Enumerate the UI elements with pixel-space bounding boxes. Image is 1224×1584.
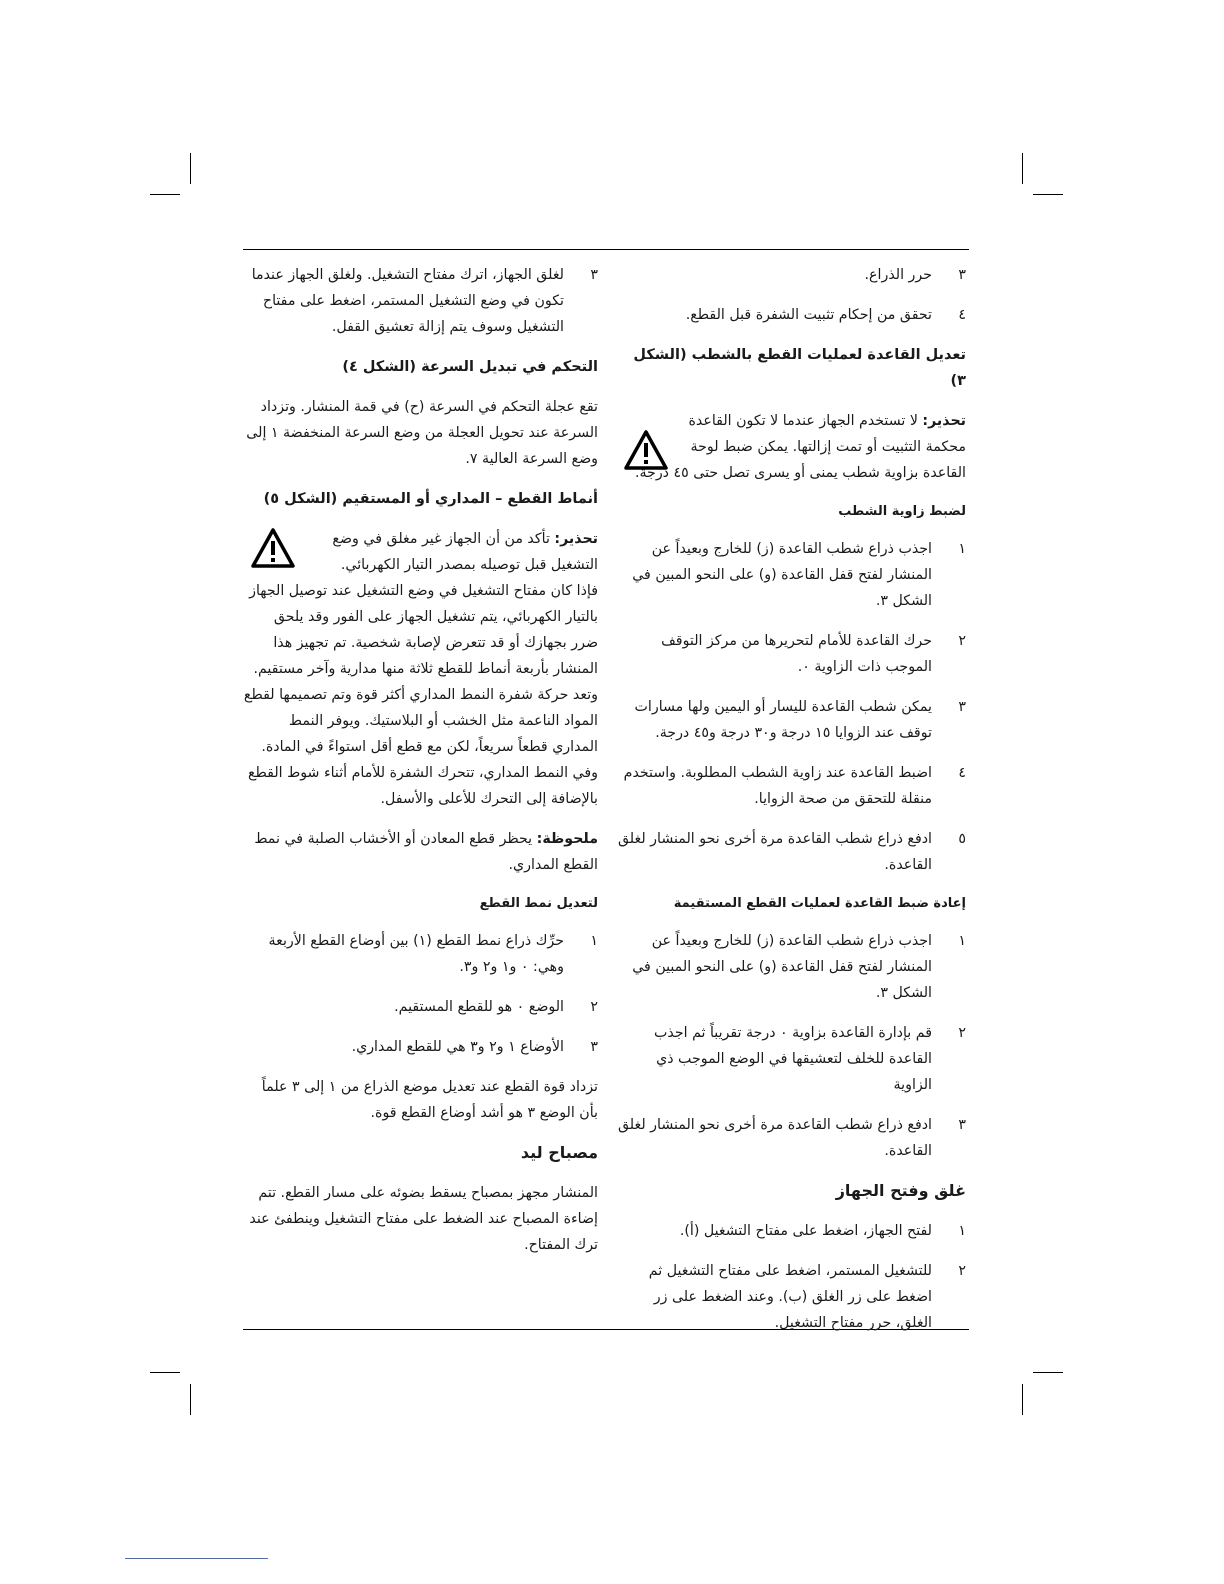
step-switch-off (243, 262, 598, 340)
warning-label: تحذير: (922, 413, 966, 429)
note-text: يحظر قطع المعادن أو الأخشاب الصلبة في نمط القطع المداري. (254, 831, 598, 873)
warning-triangle-icon (251, 528, 295, 568)
crop-mark-br-v (1022, 1384, 1023, 1415)
adjust-heading: لتعديل نمط القطع (479, 896, 598, 911)
crop-mark-tr-v (1022, 153, 1023, 184)
list-item: ٢ الوضع ٠ هو للقطع المستقيم. (394, 999, 598, 1015)
list-item: ٤ اضبط القاعدة عند زاوية الشطب المطلوبة. واستخدم منقلة للتحقق من صحة الزوايا. (623, 765, 966, 807)
list-item: ١ حرِّك ذراع نمط القطع (١) بين أوضاع القطع الأربعة وهي: ٠ و١ و٢ و٣. (268, 933, 598, 975)
crop-mark-tl-h (150, 194, 180, 195)
speed-text: تقع عجلة التحكم في السرعة (ح) في قمة المنشار. وتزداد السرعة عند تحويل العجلة من وضع السرعة المنخفضة ١ إلى وضع السرعة العالية ٧. (246, 399, 598, 467)
list-item: ١ اجذب ذراع شطب القاعدة (ز) للخارج وبعيداً عن المنشار لفتح قفل القاعدة (و) على النحو المبين في الشكل ٣. (632, 541, 966, 609)
light-heading: مصباح ليد (520, 1143, 598, 1162)
onoff-heading: غلق وفتح الجهاز (835, 1181, 966, 1200)
step-text: تحقق من إحكام تثبيت الشفرة قبل القطع. (685, 307, 932, 323)
warning-text-line-2: محكمة التثبيت أو تمت إزالتها. يمكن ضبط لوحة (690, 439, 966, 455)
list-item: ٥ ادفع ذراع شطب القاعدة مرة أخرى نحو المنشار لغلق القاعدة. (617, 831, 966, 873)
warning-text-tail: القاعدة بزاوية شطب يمنى أو يسرى تصل حتى ٤٥ درجة. (634, 465, 966, 481)
step-text: لغلق الجهاز، اترك مفتاح التشغيل. ولغلق الجهاز عندما تكون في وضع التشغيل المستمر، اضغط على مفتاح التشغيل وسوف يتم إزالة تعشيق القفل. (251, 267, 564, 335)
adjust-note: تزداد قوة القطع عند تعديل موضع الذراع من ١ إلى ٣ علماً بأن الوضع ٣ هو أشد أوضاع القطع قوة. (261, 1079, 598, 1121)
modes-text: فإذا كان مفتاح التشغيل في وضع التشغيل عند توصيل الجهاز بالتيار الكهربائي، يتم تشغيل الجهاز على الفور وقد يلحق ضرر بجهازك أو قد تتعرض لإصابة شخصية. تم تجهيز هذا المنشار بأربعة أنماط للقطع ثلاثة منها مدارية وآخر مستقيم. وتعد حركة شفرة النمط المداري أكثر قوة وتم تصميمها لقطع المواد الناعمة مثل الخشب أو البلاستيك. ويوفر النمط المداري قطعاً سريعاً، لكن مع قطع أقل استواءً في المادة. وفي النمط المداري، تتحرك الشفرة للأمام أثناء شوط القطع بالإضافة إلى التحرك للأعلى والأسفل. (243, 583, 598, 807)
list-item: ٢ للتشغيل المستمر، اضغط على مفتاح التشغيل ثم اضغط على زر الغلق (ب). وعند الضغط على زر الغلق، حرر مفتاح التشغيل. (648, 1263, 966, 1331)
step-number: ٤ (958, 307, 966, 323)
speed-heading: التحكم في تبديل السرعة (الشكل ٤) (342, 359, 598, 375)
crop-mark-bl-v (190, 1384, 191, 1415)
bevel-angle-heading: لضبط زاوية الشطب (838, 504, 966, 519)
crop-mark-bl-h (150, 1372, 180, 1373)
note-paragraph (243, 826, 598, 878)
step-number: ٣ (958, 267, 966, 283)
modes-warning (243, 526, 598, 578)
warning-label: تحذير: (554, 531, 598, 547)
step-number: ٣ (590, 267, 598, 283)
warning-text-line-1: تأكد من أن الجهاز غير مغلق في وضع (332, 531, 555, 547)
warning-triangle-icon (624, 430, 668, 470)
note-label: ملحوظة: (536, 831, 598, 847)
list-item: ١ لفتح الجهاز، اضغط على مفتاح التشغيل (أ). (679, 1223, 966, 1239)
list-item: ٢ قم بإدارة القاعدة بزاوية ٠ درجة تقريباً ثم اجذب القاعدة للخلف لتعشيقها في الوضع الموجب ذي الزاوية (654, 1025, 966, 1093)
modes-heading: أنماط القطع – المداري أو المستقيم (الشكل ٥) (263, 491, 598, 507)
right-column (616, 262, 966, 1350)
step-release-arm (616, 262, 966, 288)
list-item: ٣ ادفع ذراع شطب القاعدة مرة أخرى نحو المنشار لغلق القاعدة. (617, 1117, 966, 1159)
list-item: ٣ الأوضاع ١ و٢ و٣ هي للقطع المداري. (351, 1039, 598, 1055)
warning-text-line-2: التشغيل قبل توصيله بمصدر التيار الكهربائي. (340, 557, 598, 573)
crop-mark-br-h (1033, 1372, 1063, 1373)
bevel-warning (616, 408, 966, 460)
list-item: ٢ حرك القاعدة للأمام لتحريرها من مركز التوقف الموجب ذات الزاوية ٠. (661, 633, 966, 675)
footer-link-underline (125, 1558, 268, 1559)
bevel-heading: تعديل القاعدة لعمليات القطع بالشطب (الشكل ٣) (633, 347, 966, 389)
list-item: ١ اجذب ذراع شطب القاعدة (ز) للخارج وبعيداً عن المنشار لفتح قفل القاعدة (و) على النحو المبين في الشكل ٣. (632, 933, 966, 1001)
reset-heading: إعادة ضبط القاعدة لعمليات القطع المستقيمة (673, 896, 966, 911)
crop-mark-tl-v (190, 153, 191, 184)
crop-mark-tr-h (1033, 194, 1063, 195)
warning-text-line-1: لا تستخدم الجهاز عندما لا تكون القاعدة (688, 413, 923, 429)
left-column (243, 262, 598, 1258)
step-check-blade (616, 302, 966, 328)
top-rule (243, 249, 969, 250)
step-text: حرر الذراع. (864, 267, 932, 283)
light-text: المنشار مجهز بمصباح يسقط بضوئه على مسار القطع. تتم إضاءة المصباح عند الضغط على مفتاح التشغيل وينطفئ عند ترك المفتاح. (249, 1185, 598, 1253)
list-item: ٣ يمكن شطب القاعدة لليسار أو اليمين ولها مسارات توقف عند الزوايا ١٥ درجة و٣٠ درجة و٤٥ درجة. (634, 699, 966, 741)
